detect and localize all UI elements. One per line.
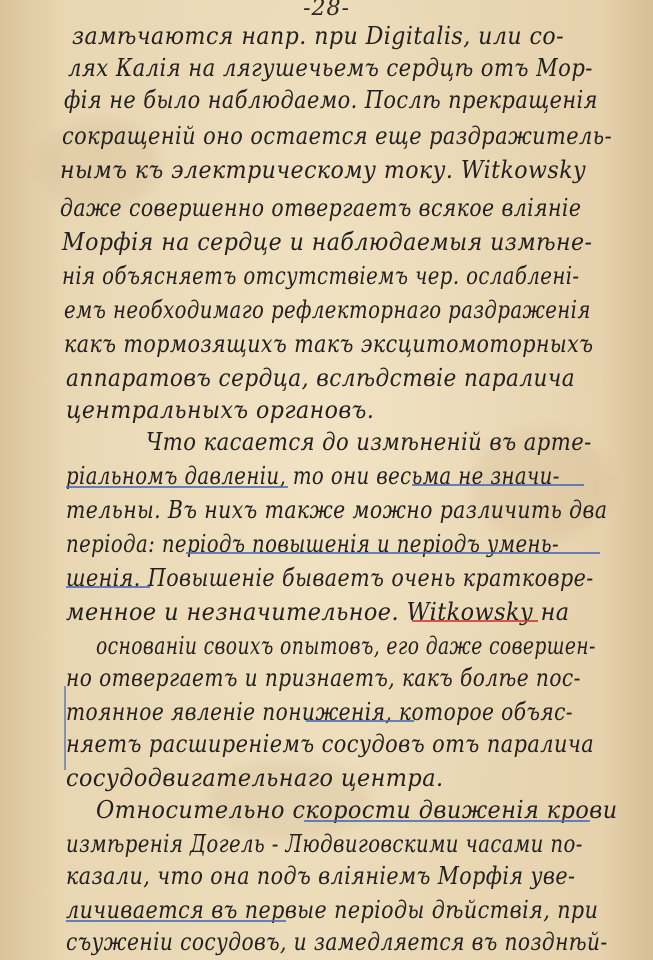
blue-underline (66, 486, 288, 488)
text-line: няетъ расширеніемъ сосудовъ отъ паралича (66, 730, 595, 758)
text-line: емъ необходимаго рефлекторнаго раздраженія (64, 296, 591, 324)
text-line: фія не было наблюдаемо. Послѣ прекращенія (64, 86, 598, 114)
text-line: личивается въ первые періоды дѣйствія, при (66, 896, 599, 924)
text-line: Что касается до измѣненій въ арте- (146, 428, 592, 456)
text-line: замѣчаются напр. при Digitalis, или со- (72, 22, 565, 50)
text-line: лях Калія на лягушечьемъ сердцѣ отъ Мор- (68, 54, 593, 82)
text-line: съуженіи сосудовъ, и замедляется въ позднѣй- (66, 928, 608, 956)
text-line: казали, что она подъ вліяніемъ Морфія уве- (66, 862, 576, 890)
blue-underline (306, 720, 414, 722)
text-line: сосудодвигательнаго центра. (66, 764, 444, 792)
blue-underline (66, 920, 286, 922)
text-line: менное и незначительное. Witkowsky на (66, 598, 570, 626)
text-line: періода: періодъ повышенія и періодъ умень- (66, 530, 560, 558)
page-number: -28- (303, 0, 350, 21)
margin-bracket (64, 686, 66, 770)
text-line: центральныхъ органовъ. (66, 396, 375, 424)
blue-underline (412, 484, 584, 486)
text-line: нія объясняетъ отсутствіемъ чер. ослаблені- (62, 262, 580, 290)
text-line: измѣренія Догель - Людвиговскими часами по- (66, 830, 583, 858)
text-line: но отвергаетъ и признаетъ, какъ болѣе пос- (66, 664, 581, 692)
blue-underline (66, 586, 150, 588)
text-line: основаніи своихъ опытовъ, его даже совершен- (96, 632, 596, 660)
text-line: аппаратовъ сердца, вслѣдствіе паралича (66, 364, 576, 392)
text-line: Относительно скорости движенія крови (96, 796, 618, 824)
red-underline (412, 620, 538, 622)
text-line: ріальномъ давленіи, то они весьма не значи- (66, 462, 560, 490)
text-line: шенія. Повышеніе бываетъ очень кратковре- (66, 564, 594, 592)
text-line: тельны. Въ нихъ также можно различить два (66, 496, 608, 524)
text-line: Морфія на сердце и наблюдаемыя измѣне- (62, 228, 593, 256)
text-line: какъ тормозящихъ такъ эксцитомоторныхъ (64, 330, 594, 358)
blue-underline (186, 552, 600, 554)
text-line: даже совершенно отвергаетъ всякое вліяніе (60, 194, 582, 222)
blue-underline (304, 820, 590, 822)
text-line: нымъ къ электрическому току. Witkowsky (60, 156, 586, 184)
text-line: сокращеній оно остается еще раздражитель- (62, 122, 613, 150)
text-line: тоянное явленіе пониженія, которое объяс- (66, 698, 574, 726)
